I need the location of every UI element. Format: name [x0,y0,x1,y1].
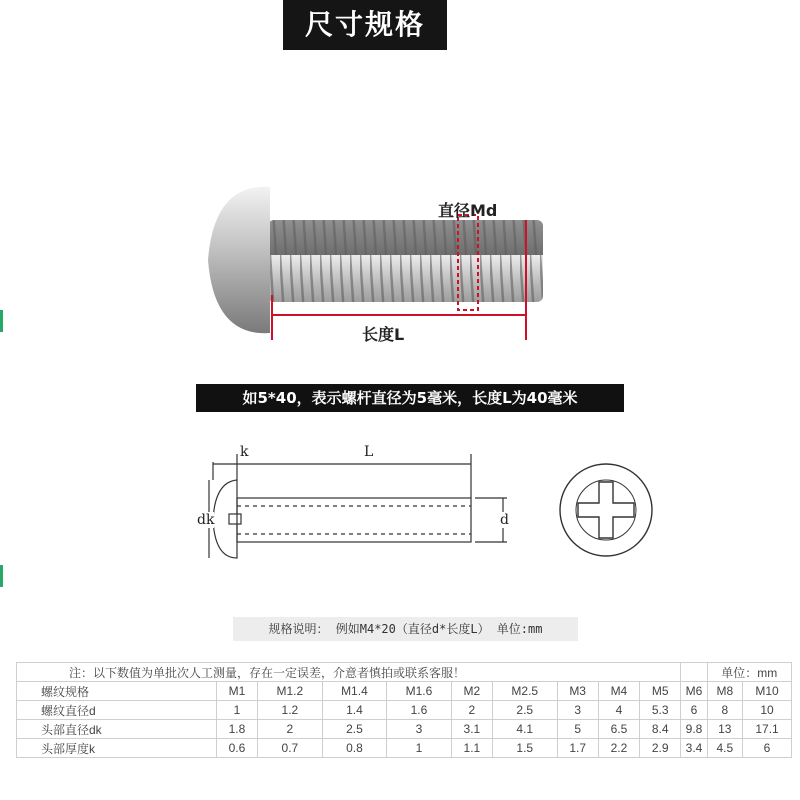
page-title: 尺寸规格 [283,0,447,50]
diameter-label: 直径Md [438,201,498,220]
dim-L-label: L [364,444,374,460]
edge-marker [0,565,3,587]
table-row: 螺纹直径d 1 1.2 1.4 1.6 2 2.5 3 4 5.3 6 8 10 [17,701,792,720]
dim-dk-label: dk [197,512,215,528]
table-row: 螺纹规格 M1 M1.2 M1.4 M1.6 M2 M2.5 M3 M4 M5 M6 M8 M10 [17,682,792,701]
table-note: 注：以下数值为单批次人工测量，存在一定误差，介意者慎拍或联系客服！ [17,663,681,682]
phillips-head-diagram [556,460,656,560]
table-note-row [17,663,792,682]
example-banner: 如5*40，表示螺杆直径为5毫米，长度L为40毫米 [196,384,624,412]
dim-d-label: d [500,512,509,528]
edge-marker [0,310,3,332]
dim-k-label: k [240,444,249,460]
table-row: 头部直径dk 1.8 2 2.5 3 3.1 4.1 5 6.5 8.4 9.8 13 17.1 [17,720,792,739]
spec-table [16,662,792,758]
unit-label: 单位：mm [707,663,791,682]
spec-note: 规格说明： 例如M4*20（直径d*长度L） 单位:mm [233,617,578,641]
table-row: 头部厚度k 0.6 0.7 0.8 1 1.1 1.5 1.7 2.2 2.9 3.4 4.5 6 [17,739,792,758]
length-label: 长度L [362,325,405,344]
